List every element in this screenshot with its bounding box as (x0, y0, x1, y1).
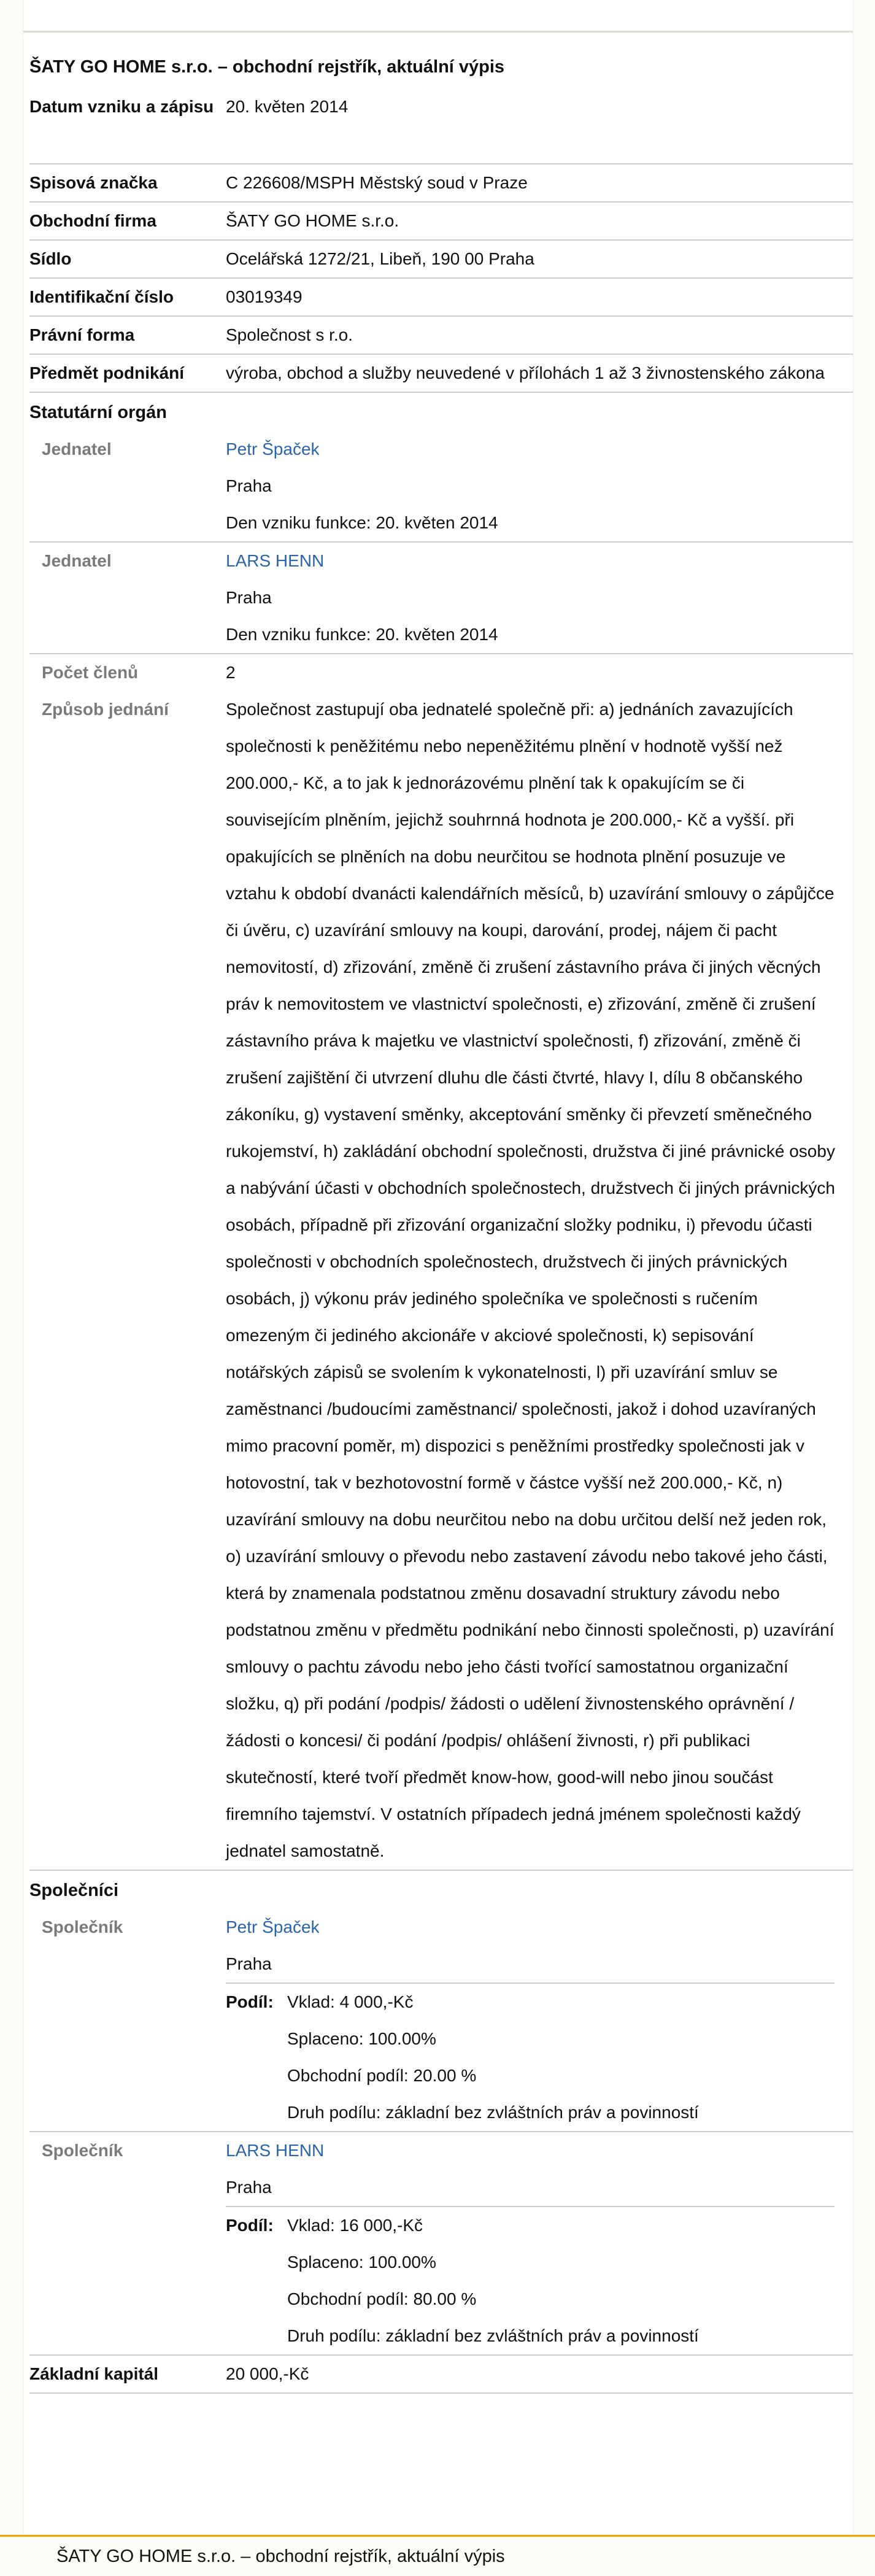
row-obchodni-firma (29, 203, 853, 241)
value-zakladni-kapital: 20 000,-Kč (226, 2364, 309, 2383)
share-druh: Druh podílu: základní bez zvláštních práv a povinností (287, 2326, 699, 2345)
row-predmet-podnikani (29, 355, 853, 393)
value-pravni-forma: Společnost s r.o. (226, 325, 353, 344)
label-sidlo: Sídlo (29, 249, 72, 268)
share-vklad: Vklad: 16 000,-Kč (287, 2216, 423, 2235)
label-zakladni-kapital: Základní kapitál (29, 2364, 159, 2383)
partner-entry (29, 2132, 853, 2356)
member-details (226, 431, 853, 541)
footer-title: ŠATY GO HOME s.r.o. – obchodní rejstřík, aktuální výpis (56, 2547, 505, 2566)
partner-role: Společník (42, 1917, 123, 1936)
page-title: ŠATY GO HOME s.r.o. – obchodní rejstřík, aktuální výpis (29, 57, 505, 77)
top-divider (23, 31, 853, 33)
partner-share (226, 2206, 835, 2354)
value-sidlo: Ocelářská 1272/21, Libeň, 190 00 Praha (226, 249, 534, 268)
row-zakladni-kapital (29, 2356, 853, 2394)
partner-city: Praha (226, 2178, 272, 2197)
partner-name-link[interactable]: Petr Špaček (226, 1917, 320, 1936)
member-name-link[interactable]: LARS HENN (226, 551, 325, 570)
section-heading-statutarni-organ: Statutární orgán (29, 403, 167, 422)
document-page (23, 0, 854, 2535)
row-spisova-znacka (29, 164, 853, 203)
member-city: Praha (226, 588, 272, 607)
share-druh: Druh podílu: základní bez zvláštních práv a povinností (287, 2103, 699, 2122)
document-content (29, 52, 853, 2394)
share-splaceno: Splaceno: 100.00% (287, 2253, 436, 2272)
share-values (287, 2207, 835, 2354)
row-identifikacni-cislo (29, 279, 853, 317)
row-datum-vzniku (29, 88, 853, 164)
member-name-link[interactable]: Petr Špaček (226, 439, 320, 458)
label-obchodni-firma: Obchodní firma (29, 211, 156, 230)
partner-details (226, 1909, 853, 2131)
label-pocet-clenu: Počet členů (42, 663, 139, 682)
section-heading-spolecnici: Společníci (29, 1881, 119, 1900)
label-pravni-forma: Právní forma (29, 325, 135, 344)
row-zpusob-jednani (29, 691, 853, 1871)
value-obchodni-firma: ŠATY GO HOME s.r.o. (226, 211, 399, 230)
member-since: Den vzniku funkce: 20. květen 2014 (226, 513, 498, 532)
partner-share (226, 1982, 835, 2131)
footer-bar (0, 2535, 875, 2576)
row-pocet-clenu (29, 654, 853, 691)
member-role: Jednatel (42, 439, 112, 458)
partner-details (226, 2132, 853, 2354)
row-pravni-forma (29, 317, 853, 355)
share-obchodni-podil: Obchodní podíl: 80.00 % (287, 2289, 477, 2308)
label-zpusob-jednani: Způsob jednání (42, 700, 169, 719)
partner-entry (29, 1909, 853, 2132)
label-predmet-podnikani: Předmět podnikání (29, 363, 185, 382)
member-city: Praha (226, 476, 272, 495)
row-sidlo (29, 241, 853, 279)
partner-name-link[interactable]: LARS HENN (226, 2141, 325, 2160)
share-label: Podíl: (226, 2216, 274, 2235)
value-spisova-znacka: C 226608/MSPH Městský soud v Praze (226, 173, 528, 192)
label-datum-vzniku: Datum vzniku a zápisu (29, 97, 214, 116)
share-obchodni-podil: Obchodní podíl: 20.00 % (287, 2066, 477, 2085)
value-datum-vzniku: 20. květen 2014 (226, 97, 349, 116)
label-identifikacni-cislo: Identifikační číslo (29, 287, 174, 306)
share-splaceno: Splaceno: 100.00% (287, 2029, 436, 2048)
value-pocet-clenu: 2 (226, 663, 236, 682)
member-details (226, 543, 853, 653)
partner-role: Společník (42, 2141, 123, 2160)
statutory-member (29, 543, 853, 654)
member-since: Den vzniku funkce: 20. květen 2014 (226, 625, 498, 644)
value-identifikacni-cislo: 03019349 (226, 287, 303, 306)
value-predmet-podnikani: výroba, obchod a služby neuvedené v přílohách 1 až 3 živnostenského zákona (226, 363, 825, 382)
statutory-member (29, 431, 853, 543)
partner-city: Praha (226, 1954, 272, 1973)
value-zpusob-jednani: Společnost zastupují oba jednatelé společně při: a) jednáních zavazujících společnosti k peněžitému nebo nepeněžitému plnění v hodnotě vyšší než 200.000,- Kč, a to jak k jednorázovému plnění tak k opakujícím se či souvisejícím plněním, jejichž souhrnná hodnota je 200.000,- Kč a vyšší. při opakujících se plněních na dobu neurčitou se hodnota plnění posuzuje ve vztahu k období dvanácti kalendářních měsíců, b) uzavírání smlouvy o zápůjčce či úvěru, c) uzavírání smlouvy na koupi, darování, prodej, nájem či pacht nemovitostí, d) zřizování, změně či zrušení zástavního práva či jiných věcných práv k nemovitostem ve vlastnictví společnosti, e) zřizování, změně či zrušení zástavního práva k majetku ve vlastnictví společnosti, f) zřizování, změně či zrušení zajištění či utvrzení dluhu dle části čtvrté, hlavy I, dílu 8 občanského zákoníku, g) vystavení směnky, akceptování směnky či převzetí směnečného rukojemství, h) zakládání obchodní společnosti, družstva či jiné právnické osoby a nabývání účasti v obchodních společnostech, družstvech či jiných právnických osobách, případně při zřizování organizační složky podniku, i) převodu účasti společnosti v obchodních společnostech, družstvech či jiných právnických osobách, j) výkonu práv jediného společníka ve společnosti s ručením omezeným či jediného akcionáře v akciové společnosti, k) sepisování notářských zápisů se svolením k vykonatelnosti, l) při uzavírání smluv se zaměstnanci /budoucími zaměstnanci/ společnosti, jakož i dohod uzavíraných mimo pracovní poměr, m) dispozici s peněžními prostředky společnosti jak v hotovostní, tak v bezhotovostní formě v částce vyšší než 200.000,- Kč, n) uzavírání smlouvy na dobu neurčitou nebo na dobu určitou delší než jeden rok, o) uzavírání smlouvy o převodu nebo zastavení závodu nebo takové jeho části, která by znamenala podstatnou změnu dosavadní struktury závodu nebo podstatnou změnu v předmětu podnikání nebo činnosti společnosti, p) uzavírání smlouvy o pachtu závodu nebo jeho části tvořící samostatnou organizační složku, q) při podání /podpis/ žádosti o udělení živnostenského oprávnění /žádosti o koncesi/ či podání /podpis/ ohlášení živnosti, r) při publikaci skutečností, které tvoří předmět know-how, good-will nebo jinou součást firemního tajemství. V ostatních případech jedná jménem společnosti každý jednatel samostatně. (226, 700, 835, 1860)
label-spisova-znacka: Spisová značka (29, 173, 158, 192)
share-values (287, 1984, 835, 2131)
member-role: Jednatel (42, 551, 112, 570)
share-label: Podíl: (226, 1992, 274, 2011)
share-vklad: Vklad: 4 000,-Kč (287, 1992, 414, 2011)
